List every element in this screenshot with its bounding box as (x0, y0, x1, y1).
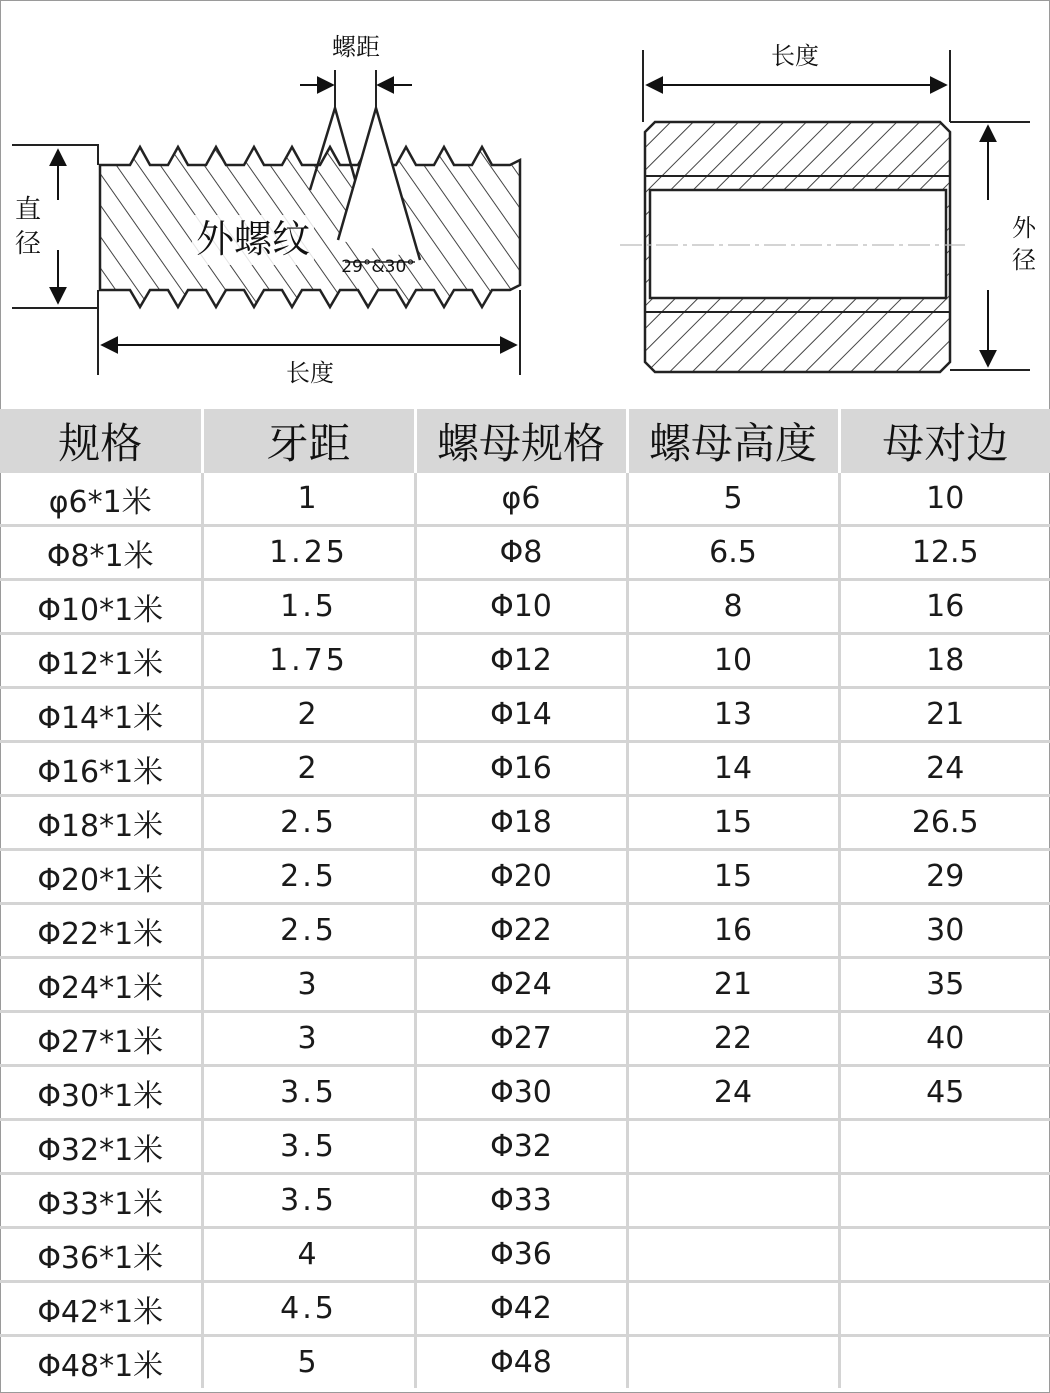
pitch-cell: 2.5 (202, 850, 415, 904)
spec-cell: Φ16*1米 (0, 742, 202, 796)
nut-height-cell: 21 (627, 958, 839, 1012)
spec-table (0, 409, 1050, 1388)
spec-cell: Φ14*1米 (0, 688, 202, 742)
nut-width-cell: 26.5 (839, 796, 1050, 850)
nut-height-cell: 5 (627, 473, 839, 526)
table-row (0, 688, 1050, 742)
nut-height-cell (627, 1174, 839, 1228)
nut-height-cell: 16 (627, 904, 839, 958)
pitch-cell: 3 (202, 1012, 415, 1066)
nut-spec-cell: Φ20 (415, 850, 627, 904)
table-row (0, 1174, 1050, 1228)
spec-cell: Φ32*1米 (0, 1120, 202, 1174)
nut-spec-cell: Φ33 (415, 1174, 627, 1228)
nut-height-cell: 10 (627, 634, 839, 688)
table-row (0, 634, 1050, 688)
table-row (0, 473, 1050, 526)
pitch-cell: 1.25 (202, 526, 415, 580)
header-spec: 规格 (0, 409, 202, 473)
spec-cell: Φ30*1米 (0, 1066, 202, 1120)
nut-width-cell (839, 1174, 1050, 1228)
nut-height-cell (627, 1336, 839, 1389)
table-row (0, 1012, 1050, 1066)
nut-spec-cell: Φ48 (415, 1336, 627, 1389)
nut-spec-cell: Φ8 (415, 526, 627, 580)
pitch-cell: 2.5 (202, 796, 415, 850)
nut-spec-cell: Φ16 (415, 742, 627, 796)
nut-spec-cell: Φ10 (415, 580, 627, 634)
nut-height-cell: 8 (627, 580, 839, 634)
nut-length-label: 长度 (771, 42, 819, 70)
nut-height-cell: 6.5 (627, 526, 839, 580)
nut-spec-cell: Φ24 (415, 958, 627, 1012)
nut-height-cell: 13 (627, 688, 839, 742)
spec-cell: Φ8*1米 (0, 526, 202, 580)
nut-width-cell: 29 (839, 850, 1050, 904)
nut-width-cell: 10 (839, 473, 1050, 526)
header-pitch: 牙距 (202, 409, 415, 473)
nut-width-cell: 30 (839, 904, 1050, 958)
outer-diameter-label-1: 外 (1012, 214, 1036, 242)
pitch-cell: 3.5 (202, 1066, 415, 1120)
coupling-nut (620, 122, 965, 372)
spec-cell: Φ36*1米 (0, 1228, 202, 1282)
pitch-cell: 1 (202, 473, 415, 526)
table-row (0, 1336, 1050, 1389)
nut-width-cell: 12.5 (839, 526, 1050, 580)
nut-height-cell: 24 (627, 1066, 839, 1120)
diameter-label-1: 直 (14, 195, 42, 225)
table-row (0, 1066, 1050, 1120)
pitch-cell: 4 (202, 1228, 415, 1282)
nut-width-cell: 24 (839, 742, 1050, 796)
nut-width-cell: 40 (839, 1012, 1050, 1066)
nut-width-cell: 21 (839, 688, 1050, 742)
nut-height-cell: 22 (627, 1012, 839, 1066)
nut-height-cell (627, 1120, 839, 1174)
nut-spec-cell: Φ18 (415, 796, 627, 850)
table-row (0, 580, 1050, 634)
header-nut-width: 母对边 (839, 409, 1050, 473)
table-header-row (0, 409, 1050, 473)
spec-cell: Φ33*1米 (0, 1174, 202, 1228)
pitch-label: 螺距 (332, 33, 380, 61)
header-nut-spec: 螺母规格 (415, 409, 627, 473)
table-row (0, 526, 1050, 580)
spec-cell: φ6*1米 (0, 473, 202, 526)
spec-cell: Φ24*1米 (0, 958, 202, 1012)
spec-cell: Φ20*1米 (0, 850, 202, 904)
table-row (0, 1282, 1050, 1336)
table-row (0, 796, 1050, 850)
nut-width-cell (839, 1228, 1050, 1282)
spec-cell: Φ22*1米 (0, 904, 202, 958)
nut-spec-cell: Φ27 (415, 1012, 627, 1066)
pitch-cell: 3.5 (202, 1120, 415, 1174)
table-row (0, 904, 1050, 958)
nut-height-cell: 15 (627, 796, 839, 850)
nut-width-cell: 18 (839, 634, 1050, 688)
pitch-cell: 2 (202, 742, 415, 796)
table-row (0, 850, 1050, 904)
spec-cell: Φ27*1米 (0, 1012, 202, 1066)
nut-spec-cell: Φ42 (415, 1282, 627, 1336)
table-body (0, 473, 1050, 1388)
nut-spec-cell: Φ30 (415, 1066, 627, 1120)
thread-angle-label: 29°&30° (341, 257, 415, 277)
table-row (0, 742, 1050, 796)
nut-width-cell: 16 (839, 580, 1050, 634)
nut-height-cell: 15 (627, 850, 839, 904)
rod-length-label: 长度 (286, 359, 334, 387)
pitch-cell: 2 (202, 688, 415, 742)
diameter-dimension (12, 145, 98, 308)
spec-cell: Φ42*1米 (0, 1282, 202, 1336)
nut-width-cell (839, 1336, 1050, 1389)
spec-cell: Φ48*1米 (0, 1336, 202, 1389)
nut-spec-cell: φ6 (415, 473, 627, 526)
spec-cell: Φ18*1米 (0, 796, 202, 850)
thread-diagram (0, 0, 1050, 405)
spec-cell: Φ12*1米 (0, 634, 202, 688)
external-thread-label: 外螺纹 (195, 217, 311, 261)
nut-width-cell (839, 1120, 1050, 1174)
table-row (0, 1228, 1050, 1282)
nut-width-cell: 35 (839, 958, 1050, 1012)
table-row (0, 1120, 1050, 1174)
nut-height-cell (627, 1282, 839, 1336)
nut-spec-cell: Φ22 (415, 904, 627, 958)
table-row (0, 958, 1050, 1012)
pitch-dimension (300, 70, 412, 108)
nut-spec-cell: Φ32 (415, 1120, 627, 1174)
nut-height-cell: 14 (627, 742, 839, 796)
nut-spec-cell: Φ14 (415, 688, 627, 742)
pitch-cell: 2.5 (202, 904, 415, 958)
diameter-label-2: 径 (14, 229, 42, 259)
nut-height-cell (627, 1228, 839, 1282)
pitch-cell: 1.5 (202, 580, 415, 634)
external-thread-rod (100, 108, 520, 307)
nut-width-cell (839, 1282, 1050, 1336)
pitch-cell: 4.5 (202, 1282, 415, 1336)
pitch-cell: 1.75 (202, 634, 415, 688)
spec-cell: Φ10*1米 (0, 580, 202, 634)
pitch-cell: 3 (202, 958, 415, 1012)
pitch-cell: 5 (202, 1336, 415, 1389)
outer-diameter-label-2: 径 (1012, 246, 1036, 274)
pitch-cell: 3.5 (202, 1174, 415, 1228)
nut-width-cell: 45 (839, 1066, 1050, 1120)
nut-spec-cell: Φ36 (415, 1228, 627, 1282)
header-nut-height: 螺母高度 (627, 409, 839, 473)
nut-spec-cell: Φ12 (415, 634, 627, 688)
